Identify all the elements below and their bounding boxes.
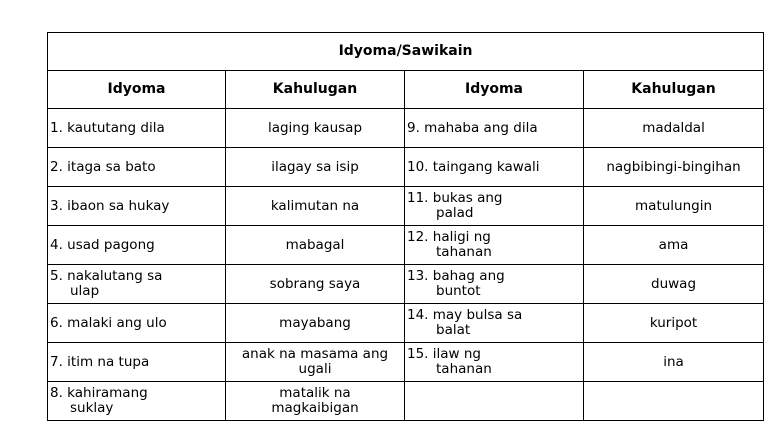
cell-line: 10. taingang kawali <box>407 158 540 175</box>
kahulugan-cell <box>584 343 764 382</box>
cell-line: 15. ilaw ng <box>407 346 481 362</box>
cell-line: 1. kaututang dila <box>50 119 165 136</box>
idyoma-cell <box>405 148 584 187</box>
idyoma-cell <box>48 265 226 304</box>
table-body <box>48 109 764 421</box>
kahulugan-cell <box>226 148 405 187</box>
kahulugan-cell <box>226 109 405 148</box>
cell-line: 3. ibaon sa hukay <box>50 197 170 214</box>
cell-line: 11. bukas ang <box>407 190 503 206</box>
table-row <box>48 304 764 343</box>
cell-line: ama <box>658 236 689 253</box>
cell-line: 8. kahiramang <box>50 385 148 401</box>
kahulugan-cell <box>584 109 764 148</box>
cell-line: magkaibigan <box>271 400 359 416</box>
cell-line: mabagal <box>285 236 345 253</box>
idyoma-cell <box>405 109 584 148</box>
cell-line: ulap <box>70 283 100 299</box>
table-row <box>48 148 764 187</box>
cell-line: buntot <box>436 283 481 299</box>
idyoma-cell <box>48 109 226 148</box>
idyoma-table <box>47 32 764 421</box>
cell-line: palad <box>436 205 474 221</box>
cell-line: 9. mahaba ang dila <box>407 119 538 136</box>
kahulugan-cell <box>584 304 764 343</box>
cell-line: 13. bahag ang <box>407 268 505 284</box>
kahulugan-cell <box>584 187 764 226</box>
header-idyoma-2: Idyoma <box>405 71 584 109</box>
cell-line: laging kausap <box>267 119 363 136</box>
cell-line: duwag <box>651 275 697 292</box>
idyoma-cell <box>405 265 584 304</box>
table-row <box>48 109 764 148</box>
cell-line: 5. nakalutang sa <box>50 268 163 284</box>
cell-line: 4. usad pagong <box>50 236 155 253</box>
kahulugan-cell <box>226 187 405 226</box>
cell-line: tahanan <box>436 361 492 377</box>
kahulugan-cell <box>584 265 764 304</box>
header-kahulugan-2: Kahulugan <box>584 71 764 109</box>
idyoma-cell <box>405 226 584 265</box>
idyoma-cell <box>48 187 226 226</box>
cell-line: matalik na <box>279 385 351 401</box>
table-row <box>48 382 764 421</box>
table-title-row <box>48 33 764 71</box>
cell-line: suklay <box>70 400 114 416</box>
idyoma-cell <box>48 148 226 187</box>
cell-line: tahanan <box>436 244 492 260</box>
cell-line: 2. itaga sa bato <box>50 158 156 175</box>
kahulugan-cell <box>226 382 405 421</box>
table-row <box>48 343 764 382</box>
kahulugan-cell <box>226 304 405 343</box>
cell-line: matulungin <box>635 197 713 214</box>
kahulugan-cell <box>226 226 405 265</box>
kahulugan-cell <box>584 226 764 265</box>
cell-line: ilagay sa isip <box>271 158 359 175</box>
header-idyoma-1: Idyoma <box>48 71 226 109</box>
cell-line: 7. itim na tupa <box>50 353 150 370</box>
cell-line: ugali <box>298 361 332 377</box>
kahulugan-cell <box>584 148 764 187</box>
cell-line: kalimutan na <box>270 197 360 214</box>
table-row <box>48 226 764 265</box>
idyoma-cell <box>48 382 226 421</box>
kahulugan-cell <box>584 382 764 421</box>
idyoma-cell <box>48 226 226 265</box>
cell-line: nagbibingi-bingihan <box>606 158 741 175</box>
idyoma-cell <box>405 343 584 382</box>
idyoma-cell <box>405 187 584 226</box>
cell-line: 6. malaki ang ulo <box>50 314 167 331</box>
cell-line: sobrang saya <box>269 275 361 292</box>
cell-line: ina <box>663 353 684 370</box>
cell-line: 14. may bulsa sa <box>407 307 523 323</box>
cell-line: 12. haligi ng <box>407 229 491 245</box>
cell-line: balat <box>436 322 471 338</box>
cell-line: anak na masama ang <box>241 346 389 362</box>
idyoma-cell <box>405 304 584 343</box>
table-title: Idyoma/Sawikain <box>48 33 764 71</box>
idyoma-cell <box>405 382 584 421</box>
table-header-row <box>48 71 764 109</box>
kahulugan-cell <box>226 343 405 382</box>
table-row <box>48 187 764 226</box>
cell-line: mayabang <box>279 314 351 331</box>
cell-line: kuripot <box>649 314 698 331</box>
header-kahulugan-1: Kahulugan <box>226 71 405 109</box>
kahulugan-cell <box>226 265 405 304</box>
idyoma-cell <box>48 304 226 343</box>
idyoma-cell <box>48 343 226 382</box>
cell-line: madaldal <box>642 119 705 136</box>
table-row <box>48 265 764 304</box>
